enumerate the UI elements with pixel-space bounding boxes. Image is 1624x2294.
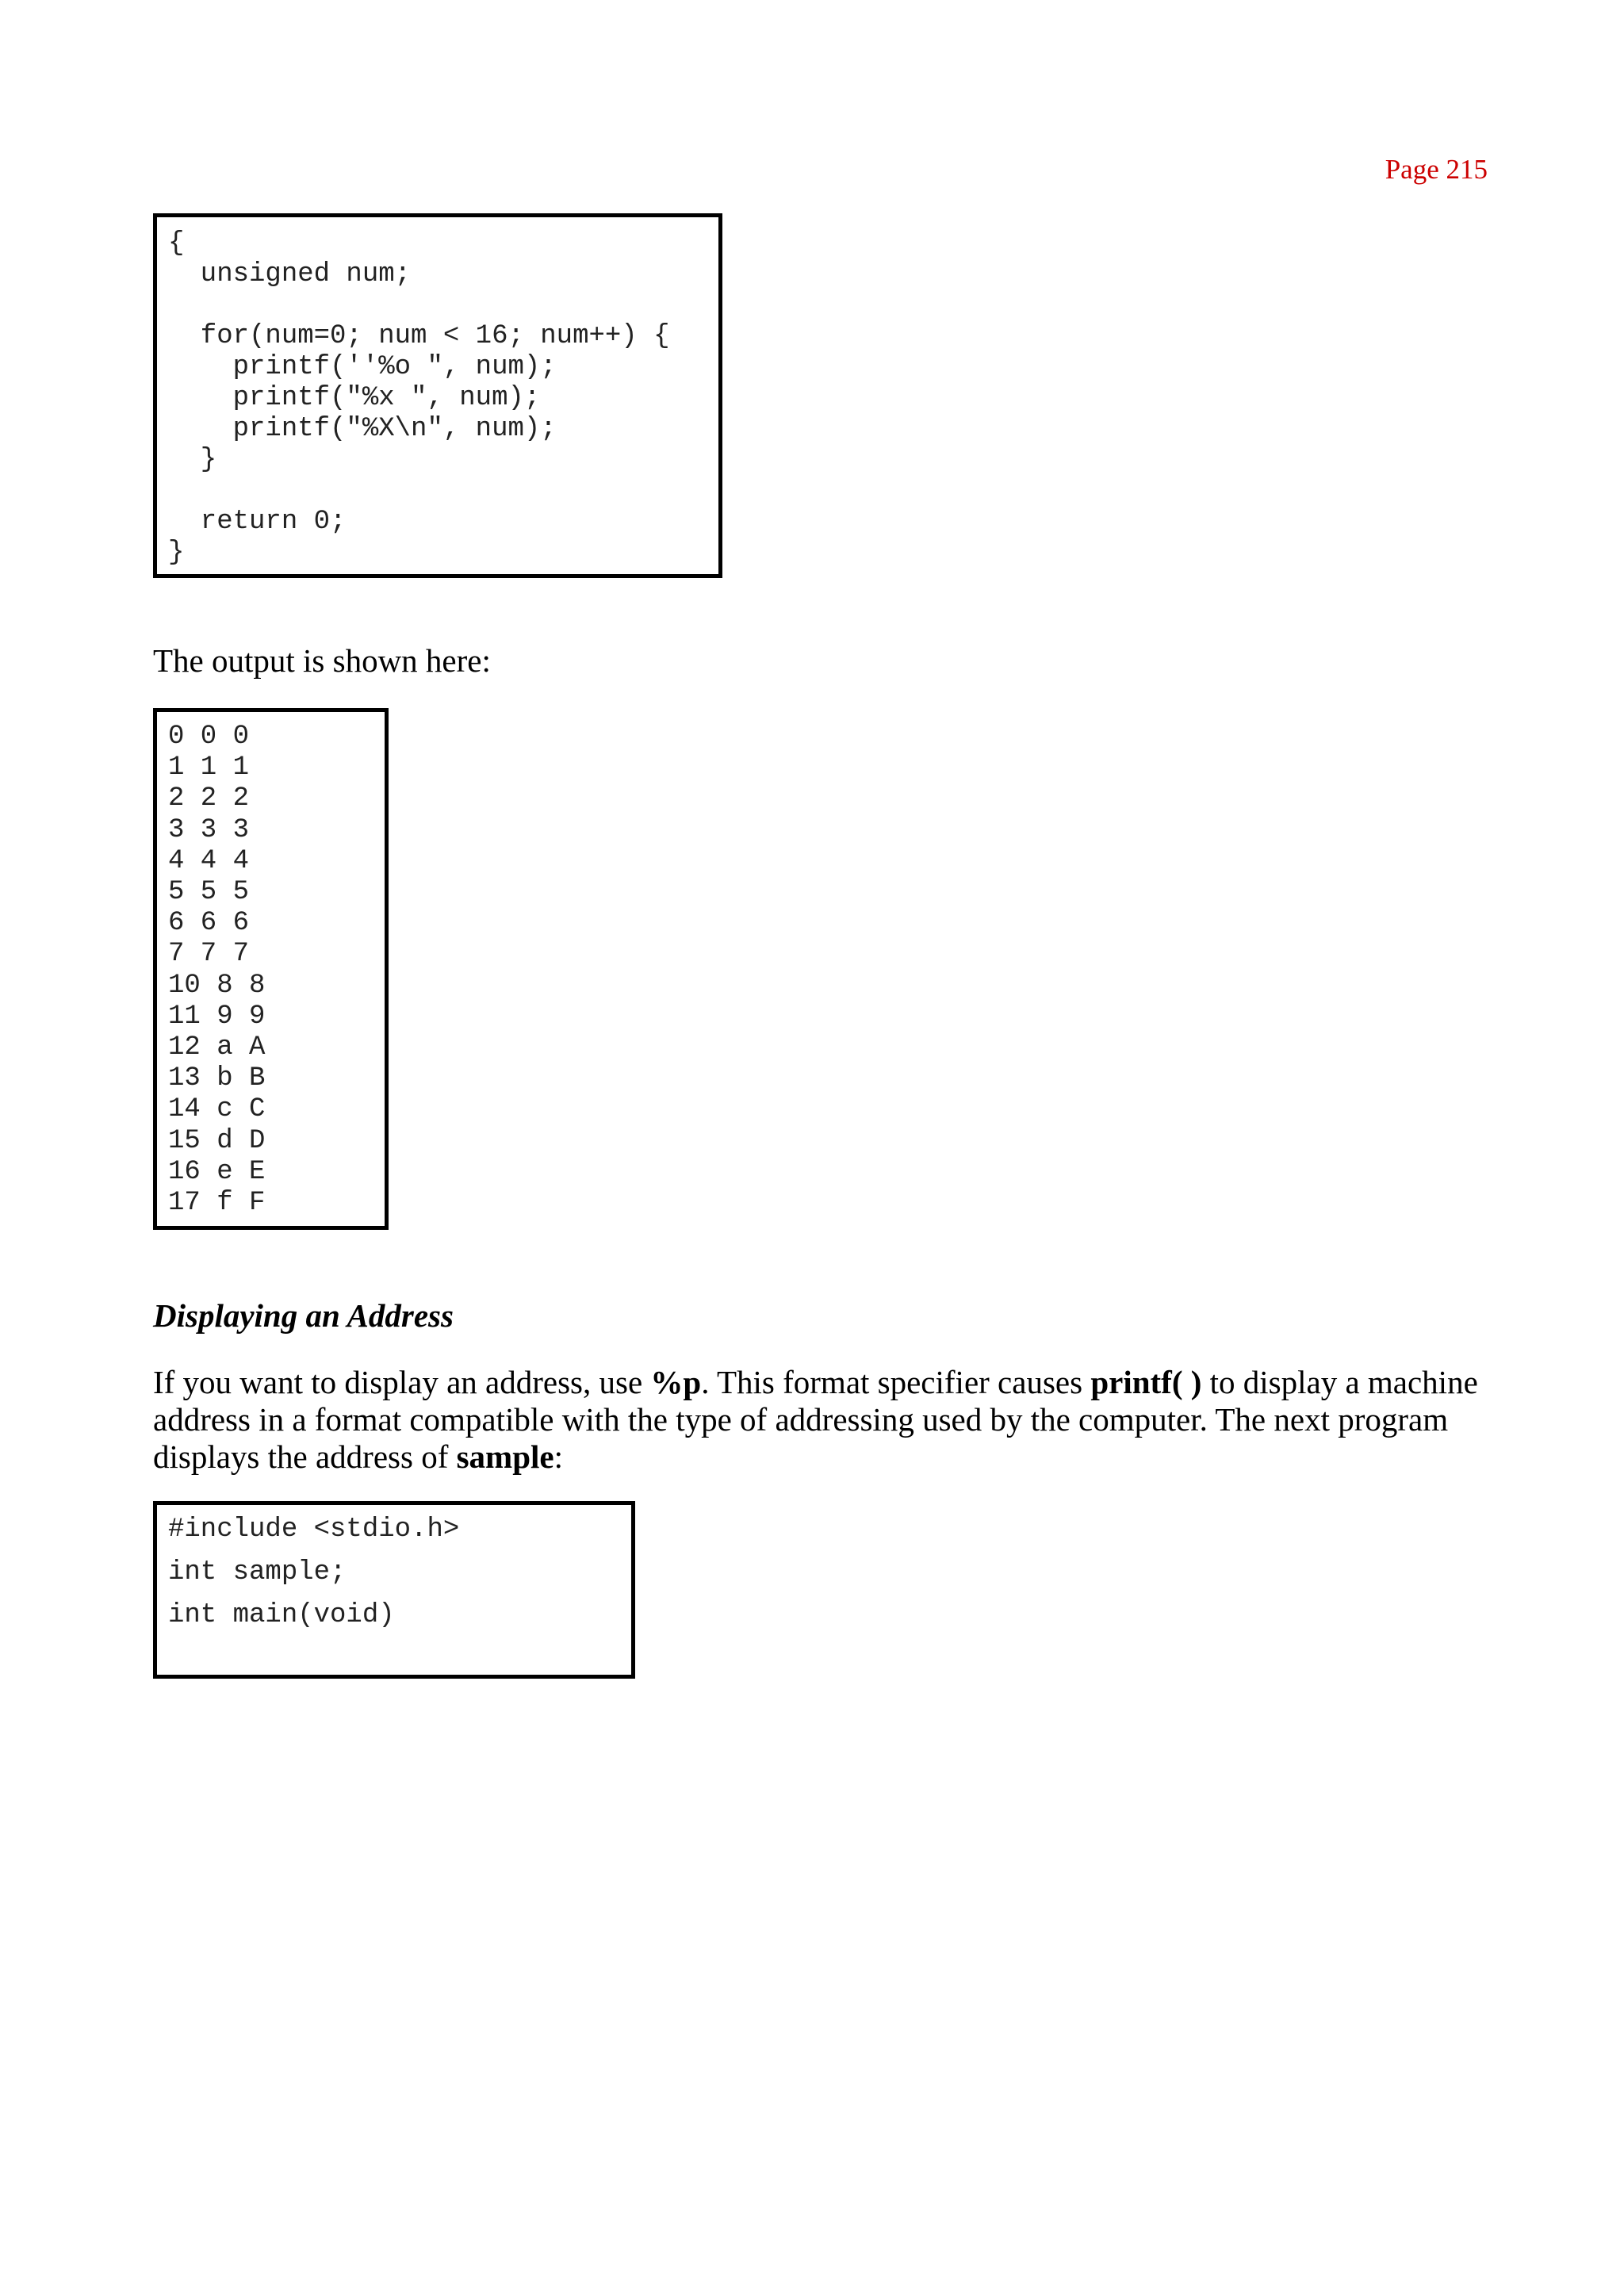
output-intro-text: The output is shown here: xyxy=(153,642,491,679)
code-blank-line xyxy=(168,1545,631,1557)
paragraph-text: If you want to display an address, use xyxy=(153,1364,651,1400)
page-number: Page 215 xyxy=(1385,154,1488,185)
address-paragraph xyxy=(153,1364,1501,1476)
format-specifier-p: %p xyxy=(650,1364,702,1400)
variable-name-sample: sample xyxy=(456,1438,554,1475)
paragraph-text: . This format specifier causes xyxy=(701,1364,1091,1400)
section-heading: Displaying an Address xyxy=(153,1297,454,1334)
code-blank-line xyxy=(168,1587,631,1600)
output-text: 0 0 0 1 1 1 2 2 2 3 3 3 4 4 4 5 5 5 6 6 6 7 7 7 10 8 8 11 9 9 12 a A 13 b B 14 c C 15 d D 16 e E 17 f F xyxy=(168,722,266,1219)
paragraph-text: : xyxy=(553,1438,563,1475)
code-line-main: int main(void) xyxy=(168,1600,395,1630)
code-block-printf-loop xyxy=(153,213,722,578)
code-text: { unsigned num; for(num=0; num < 16; num++) { printf(''%o ", num); printf("%x ", num); printf("%X\n", num); } return 0; } xyxy=(168,228,670,568)
code-block-address-program xyxy=(153,1501,635,1679)
paragraph-text: to display a machine address in a format compatible with the type of addressing used by the computer. The next program displays the address of xyxy=(153,1364,1478,1475)
output-block xyxy=(153,708,389,1230)
code-line-declaration: int sample; xyxy=(168,1557,347,1587)
printf-function-name: printf( ) xyxy=(1090,1364,1202,1400)
code-line-include: #include <stdio.h> xyxy=(168,1515,460,1545)
